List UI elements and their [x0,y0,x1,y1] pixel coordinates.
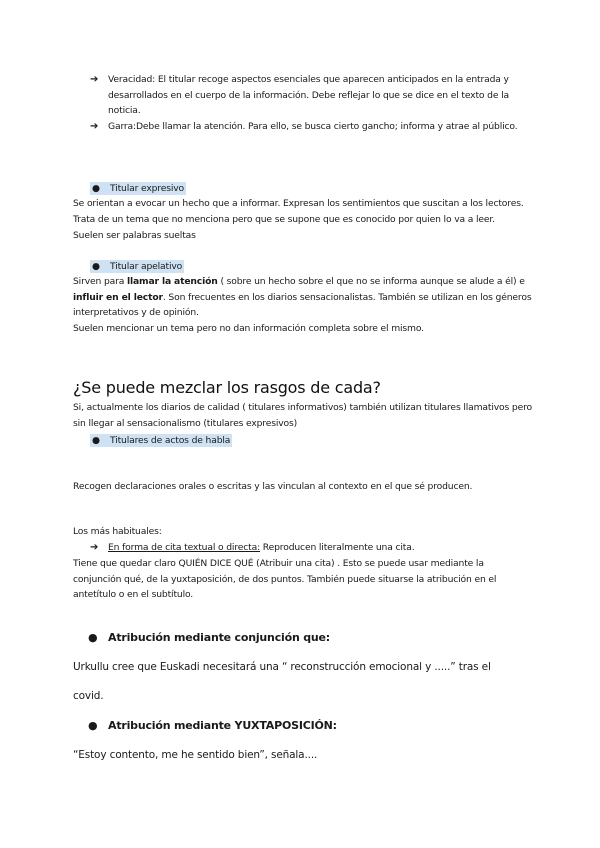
cita-item-text [90,540,530,556]
expresivo-line-2: Trata de un tema que no menciona pero que se supone que es conocido por quien lo va a leer. [73,214,495,225]
list-item-veracidad [90,72,530,119]
actos-paragraph: Recogen declaraciones orales o escritas y las vinculan al contexto en el que sé producen. [73,481,473,492]
mezclar-paragraph: Si, actualmente los diarios de calidad ( titulares informativos) también utilizan titulares llamativos pero sin llegar al sensacionalismo (titulares expresivos) [73,402,533,429]
garra-text: Garra:Debe llamar la atención. Para ello, se busca cierto gancho; informa y atrae al público. [108,121,518,132]
arrow-icon: ➔ [90,542,99,553]
section-title: ¿Se puede mezclar los rasgos de cada? [73,378,381,397]
expresivo-line-1: Se orientan a evocar un hecho que a informar. Expresan los sentimientos que suscitan a los lectores. [73,198,524,209]
text-run: . Son frecuentes en los diarios sensacionalistas. También se utilizan en los géneros interpretativos y de opinión. [73,291,532,319]
section-heading: Titular expresivo [110,183,185,194]
underlined-text: En forma de cita textual o directa: [108,542,261,553]
bullet-icon: ● [88,719,98,732]
bullet-icon: ● [92,435,100,446]
example-line-2: covid. [73,690,104,702]
heading-actos-de-habla [90,434,232,447]
text-run: Sirven para [73,276,127,287]
example-line-1: Urkullu cree que Euskadi necesitará una “ reconstrucción emocional y .....” tras el [73,661,491,673]
list-item-cita-textual [90,540,530,556]
heading-atribucion-yuxtaposicion [88,718,337,733]
bold-text: llamar la atención [127,276,218,287]
list-item-garra [90,119,530,135]
bold-text: influir en el lector [73,291,163,303]
heading-titular-expresivo [90,182,186,195]
habituales-intro: Los más habituales: [73,526,162,537]
bold-heading: Atribución mediante conjunción que: [108,631,330,644]
apelativo-paragraph [73,274,533,321]
arrow-icon: ➔ [90,74,99,85]
section-heading: Titular apelativo [110,261,183,272]
bold-heading: Atribución mediante YUXTAPOSICIÓN: [108,719,337,732]
section-heading: Titulares de actos de habla [110,435,231,446]
text-run: Reproducen literalmente una cita. [260,542,415,553]
expresivo-line-3: Suelen ser palabras sueltas [73,230,196,241]
bullet-icon: ● [88,631,98,644]
heading-titular-apelativo [90,260,184,273]
bullet-icon: ● [92,183,100,194]
habituales-paragraph: Tiene que quedar claro QUIÉN DICE QUÉ (Atribuir una cita) . Esto se puede usar mediante la conjunción qué, de la yuxtaposición, de dos puntos. También puede situarse la atribución en el antetítulo o en el subtítulo. [73,558,497,601]
example-quote: “Estoy contento, me he sentido bien”, señala.... [73,749,318,761]
heading-atribucion-conjuncion [88,630,330,645]
bullet-icon: ● [92,261,100,272]
arrow-icon: ➔ [90,121,99,132]
apelativo-paragraph-2: Suelen mencionar un tema pero no dan información completa sobre el mismo. [73,323,424,334]
text-run: ( sobre un hecho sobre el que no se informa aunque se alude a él) e [217,276,525,287]
veracidad-text: Veracidad: El titular recoge aspectos esenciales que aparecen anticipados en la entrada y desarrollados en el cuerpo de la información. Debe reflejar lo que se dice en el texto de la noticia. [108,74,509,117]
